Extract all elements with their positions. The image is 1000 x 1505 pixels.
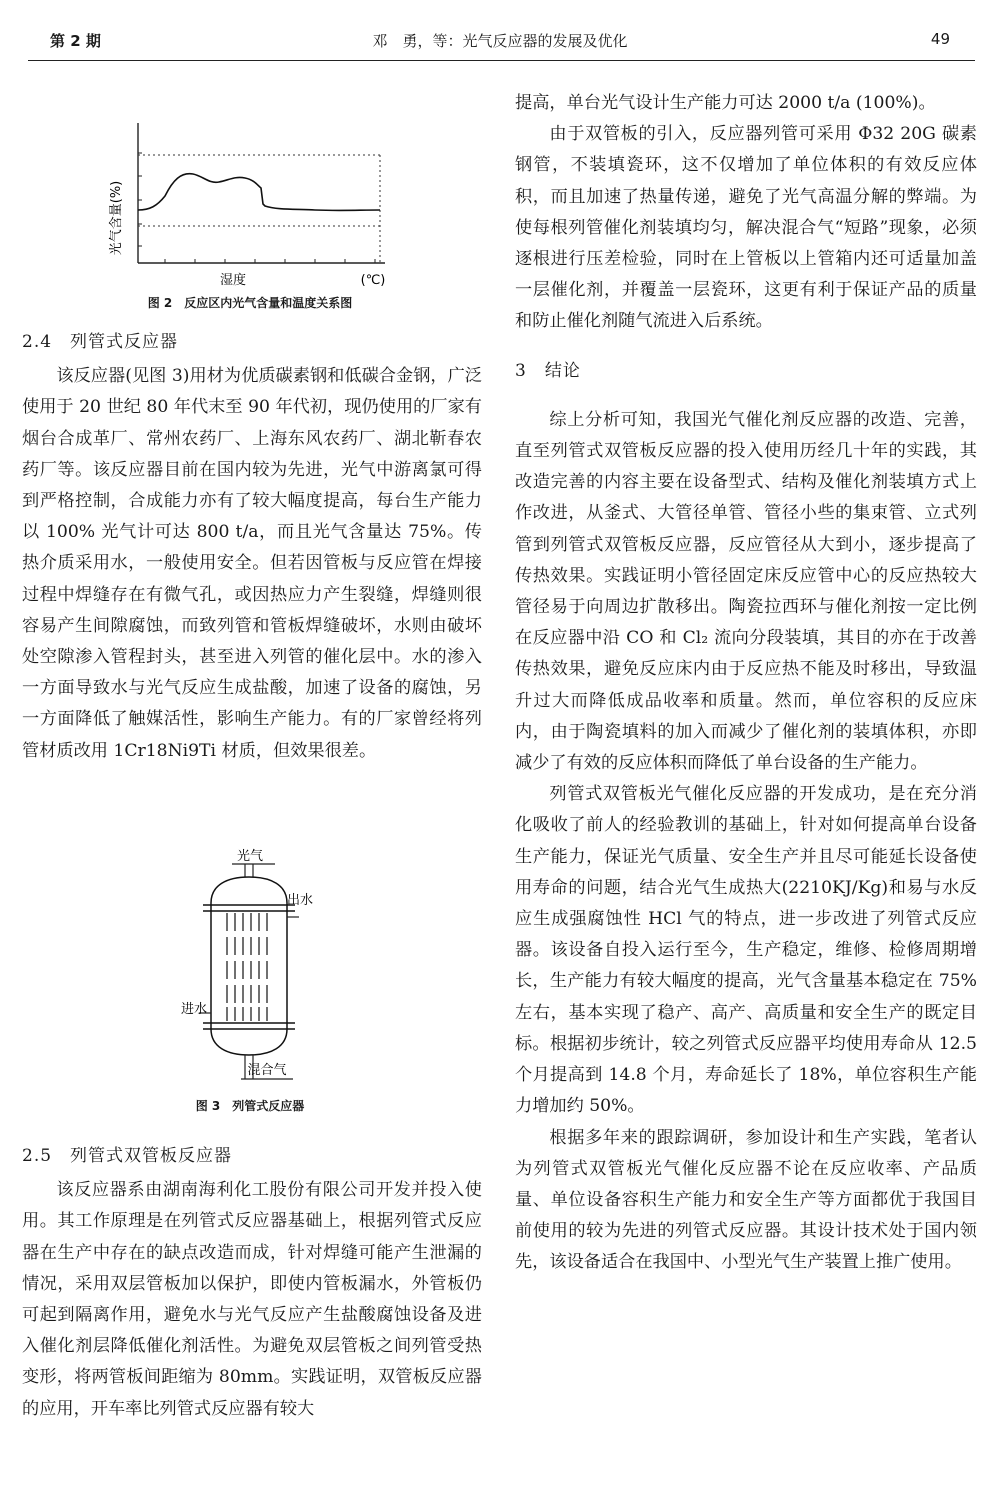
x-axis-label: 湿度 bbox=[219, 273, 247, 288]
issue-label: 第 2 期 bbox=[50, 32, 101, 50]
right-column bbox=[515, 88, 977, 1279]
label-water-in: 进水 bbox=[181, 1002, 208, 1017]
section-2-5-paragraph: 该反应器系由湖南海利化工股份有限公司开发并投入使用。其工作原理是在列管式反应器基础上，根据列管式反应器在生产中存在的缺点改造而成，针对焊缝可能产生泄漏的情况，采用双层管板加以保护，即使内管板漏水，外管板仍可起到隔离作用，避免水与光气反应产生盐酸腐蚀设备及进入催化剂层降低催化剂活性。为避免双层管板之间列管受热变形，将两管板间距缩为 80mm。实践证明，双管板反应器的应用，开车率比列管式反应器有较大 bbox=[22, 1180, 482, 1419]
running-header bbox=[20, 30, 980, 64]
figure-3-caption: 图 3 列管式反应器 bbox=[195, 1099, 305, 1113]
figure-2-graph bbox=[95, 118, 395, 288]
figure-2-caption: 图 2 反应区内光气含量和温度关系图 bbox=[147, 296, 353, 310]
running-title: 邓 勇，等：光气反应器的发展及优化 bbox=[372, 32, 628, 50]
y-axis-label: 光气含量(%) bbox=[109, 180, 124, 256]
content-curve bbox=[138, 174, 380, 211]
label-phosgene: 光气 bbox=[236, 849, 264, 864]
page-number: 49 bbox=[930, 30, 950, 48]
conclusion-paragraph-2: 列管式双管板光气催化反应器的开发成功，是在充分消化吸收了前人的经验教训的基础上，针对如何提高单台设备生产能力，保证光气质量、安全生产并且尽可能延长设备使用寿命的问题，结合光气生成热大(2210KJ/Kg)和易与水反应生成强腐蚀性 HCl 气的特点，进一步改进了列管式反应器。该设备自投入运行至今，生产稳定，维修、检修周期增长，生产能力有较大幅度的提高，光气含量基本稳定在 75%左右，基本实现了稳产、高产、高质量和安全生产的既定目标。根据初步统计，较之列管式反应器平均使用寿命从 12.5 个月提高到 14.8 个月，寿命延长了 18%，单位容积生产能力增加约 50%。 bbox=[515, 784, 977, 1117]
header-rule bbox=[28, 60, 975, 61]
left-column-bottom bbox=[22, 1141, 482, 1425]
section-2-4-paragraph: 该反应器(见图 3)用材为优质碳素钢和低碳合金钢，广泛使用于 20 世纪 80 年代末至 90 年代初，现仍使用的厂家有烟台合成革厂、常州农药厂、上海东风农药厂、湖北靳春农药厂等。该反应器目前在国内较为先进，光气中游离氯可得到严格控制，合成能力亦有了较大幅度提高，每台生产能力以 100% 光气计可达 800 t/a，而且光气含量达 75%。传热介质采用水，一般使用安全。但若因管板与反应管在焊接过程中焊缝存在有微气孔，或因热应力产生裂缝，焊缝则很容易产生间隙腐蚀，而致列管和管板焊缝破坏，水则由破坏处空隙渗入管程封头，甚至进入列管的催化层中。水的渗入一方面导致水与光气反应生成盐酸，加速了设备的腐蚀，另一方面降低了触媒活性，影响生产能力。有的厂家曾经将列管材质改用 1Cr18Ni9Ti 材质，但效果很差。 bbox=[22, 366, 482, 761]
continued-paragraph: 提高，单台光气设计生产能力可达 2000 t/a (100%)。 bbox=[515, 93, 936, 113]
conclusion-paragraph-1: 综上分析可知，我国光气催化剂反应器的改造、完善，直至列管式双管板反应器的投入使用历经几十年的实践，其改造完善的内容主要在设备型式、结构及催化剂装填方式上作改进，从釜式、大管径单管、管径小些的集束管、立式列管到列管式双管板反应器，反应管径从大到小，逐步提高了传热效果。实践证明小管径固定床反应管中心的反应热较大管径易于向周边扩散移出。陶瓷拉西环与催化剂按一定比例在反应器中沿 CO 和 Cl₂ 流向分段装填，其目的亦在于改善传热效果，避免反应床内由于反应热不能及时移出，导致温升过大而降低成品收率和质量。然而，单位容积的反应床内，由于陶瓷填料的加入而减少了催化剂的装填体积，亦即减少了有效的反应体积而降低了单台设备的生产能力。 bbox=[515, 409, 977, 774]
label-water-out: 出水 bbox=[287, 893, 314, 908]
label-mixed-gas: 混合气 bbox=[247, 1063, 287, 1078]
conclusion-paragraph-3: 根据多年来的跟踪调研，参加设计和生产实践，笔者认为列管式双管板光气催化反应器不论在反应收率、产品质量、单位设备容积生产能力和安全生产等方面都优于我国目前使用的较为先进的列管式反应器。其设计技术处于国内领先，该设备适合在我国中、小型光气生产装置上推广使用。 bbox=[515, 1127, 977, 1273]
x-axis-unit: (℃) bbox=[360, 273, 386, 288]
section-2-4-title: 2.4 列管式反应器 bbox=[22, 332, 179, 352]
figure-3-diagram bbox=[175, 843, 325, 1091]
section-2-5-title: 2.5 列管式双管板反应器 bbox=[22, 1146, 233, 1166]
section-3-title: 3 结论 bbox=[515, 360, 581, 381]
dotted-gridlines bbox=[138, 155, 380, 263]
reactor-tubes bbox=[227, 913, 267, 1021]
left-column-top bbox=[22, 327, 482, 767]
double-tube-sheet-paragraph: 由于双管板的引入，反应器列管可采用 Φ32 20G 碳素钢管，不装填瓷环，这不仅增加了单位体积的有效反应体积，而且加速了热量传递，避免了光气高温分解的弊端。为使每根列管催化剂装填均匀，解决混合气“短路”现象，必须逐根进行压差检验，同时在上管板以上管箱内还可适量加盖一层催化剂，并覆盖一层瓷环，这更有利于保证产品的质量和防止催化剂随气流进入后系统。 bbox=[515, 124, 977, 332]
